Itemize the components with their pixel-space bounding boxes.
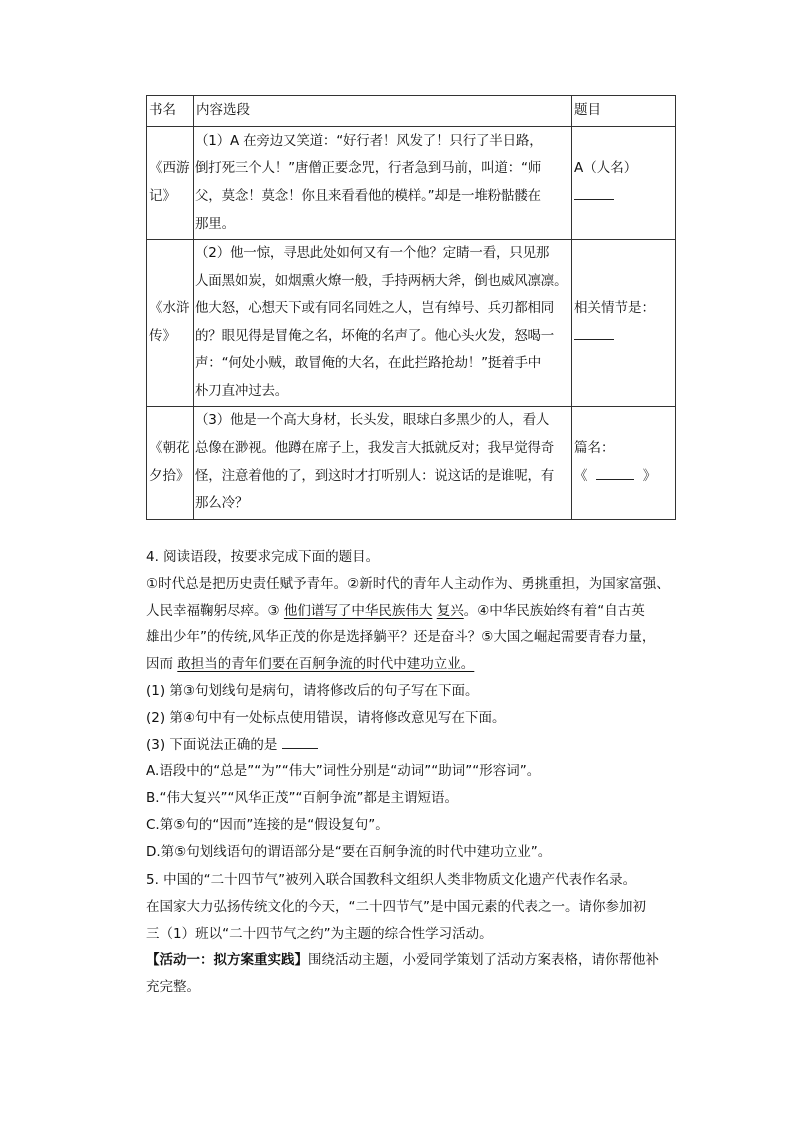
literature-table	[146, 95, 676, 520]
question-cell: 相关情节是：	[572, 240, 676, 407]
option-a: A.语段中的“总是”“为”“伟大”词性分别是“动词”“助词”“形容词”。	[146, 763, 541, 780]
answer-blank[interactable]	[596, 463, 634, 480]
q4-subquestion-2: (2) 第④句中有一处标点使用错误，请将修改意见写在下面。	[146, 709, 506, 726]
content-cell: （3）他是一个高大身材，长头发，眼球白多黑少的人，看人 总像在渺视。他蹲在席子上，我发言大抵就反对；我早觉得奇 怪，注意着他的了，到这时才打听别人：说这话的是谁呢，有 那么冷？	[194, 406, 572, 519]
question-cell: 篇名： 《 》	[572, 406, 676, 519]
option-d: D.第⑤句划线语句的谓语部分是“要在百舸争流的时代中建功立业”。	[146, 843, 552, 860]
question-5	[146, 867, 666, 1001]
q4-intro: 4. 阅读语段，按要求完成下面的题目。	[146, 549, 380, 565]
q4-paragraph-line: 因而 敢担当的青年们要在百舸争流的时代中建功立业。	[146, 656, 475, 673]
header-question: 题目	[572, 96, 676, 127]
table-row	[147, 127, 676, 240]
answer-blank[interactable]	[574, 183, 614, 200]
answer-blank[interactable]	[282, 732, 318, 749]
q5-activity-line: 【活动一：拟方案重实践】围绕活动主题，小爱同学策划了活动方案表格，请你帮他补	[146, 952, 659, 969]
book-cell: 《朝花 夕拾》	[147, 406, 194, 519]
book-cell: 《西游 记》	[147, 127, 194, 240]
content-cell: （2）他一惊，寻思此处如何又有一个他？定睛一看，只见那 人面黑如炭，如烟熏火燎一般，手持两柄大斧，倒也威风凛凛。 他大怒，心想天下或有同名同姓之人，岂有绰号、兵刃都相同 的？眼见得是冒俺之名，坏俺的名声了。他心头火发，怒喝一 声：“何处小贼，敢冒俺的大名，在此拦路抢劫！”挺着手中 朴刀直冲过去。	[194, 240, 572, 407]
q4-paragraph-line: 人民幸福鞠躬尽瘁。③ 他们谱写了中华民族伟大 复兴。④中华民族始终有着“自古英	[146, 602, 645, 619]
table-row	[147, 240, 676, 407]
q4-subquestion-1: (1) 第③句划线句是病句，请将修改后的句子写在下面。	[146, 682, 479, 699]
content-cell: （1）A 在旁边又笑道：“好行者！风发了！只行了半日路， 倒打死三个人！”唐僧正要念咒，行者急到马前，叫道：“师 父，莫念！莫念！你且来看看他的模样。”却是一堆粉骷髅在 那里。	[194, 127, 572, 240]
q4-paragraph-line: 雄出少年”的传统,风华正茂的你是选择躺平？还是奋斗？⑤大国之崛起需要青春力量，	[146, 629, 656, 646]
option-c: C.第⑤句的“因而”连接的是“假设复句”。	[146, 816, 389, 833]
header-book: 书名	[147, 96, 194, 127]
question-4	[146, 544, 670, 866]
q5-line: 在国家大力弘扬传统文化的今天，“二十四节气”是中国元素的代表之一。请你参加初	[146, 898, 646, 915]
q4-paragraph-line: ①时代总是把历史责任赋予青年。②新时代的青年人主动作为、勇挑重担，为国家富强、	[146, 575, 670, 592]
table-header-row	[147, 96, 676, 127]
option-b: B.“伟大复兴”“风华正茂”“百舸争流”都是主谓短语。	[146, 790, 459, 807]
answer-blank[interactable]	[574, 323, 614, 340]
q5-line: 5. 中国的“二十四节气”被列入联合国教科文组织人类非物质文化遗产代表作名录。	[146, 872, 637, 888]
question-cell: A（人名）	[572, 127, 676, 240]
header-content: 内容选段	[194, 96, 572, 127]
q5-line: 充完整。	[146, 979, 200, 996]
table-row	[147, 406, 676, 519]
book-cell: 《水浒 传》	[147, 240, 194, 407]
q4-subquestion-3: (3) 下面说法正确的是	[146, 732, 666, 759]
q5-line: 三（1）班以“二十四节气之约”为主题的综合性学习活动。	[146, 925, 493, 942]
